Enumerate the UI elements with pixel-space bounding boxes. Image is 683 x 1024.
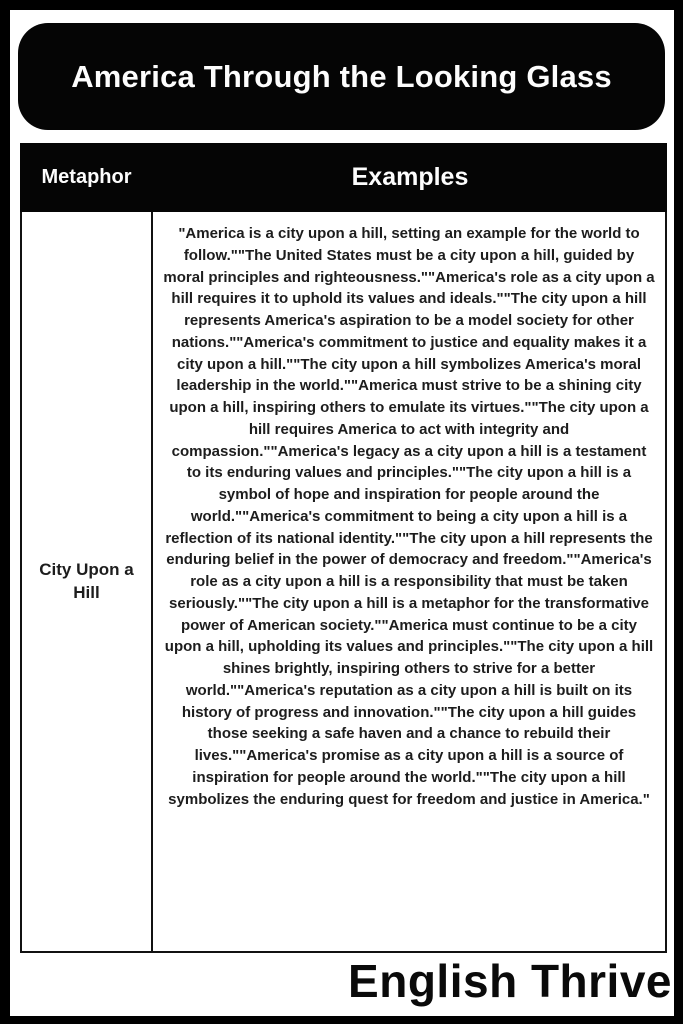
table-row — [20, 212, 667, 953]
header-cell-metaphor: Metaphor — [41, 166, 132, 188]
header-cell-examples: Examples — [351, 163, 469, 191]
table-header-row — [20, 143, 667, 212]
footer-brand: English Thrive — [348, 955, 672, 1007]
cell-examples: "America is a city upon a hill, setting an example for the world to follow.""The United States must be a city upon a hill, guided by moral principles and righteousness.""America's role as a city upon a hill requires it to uphold its values and ideals.""The city upon a hill represents America's aspiration to be a model society for other nations.""America's commitment to justice and equality makes it a city upon a hill.""The city upon a hill symbolizes America's moral leadership in the world.""America must strive to be a shining city upon a hill, inspiring others to emulate its virtues.""The city upon a hill requires America to act with integrity and compassion.""America's legacy as a city upon a hill is a testament to its enduring values and principles.""The city upon a hill is a symbol of hope and inspiration for people around the world.""America's commitment to being a city upon a hill is a reflection of its national identity.""The city upon a hill represents the enduring belief in the power of democracy and freedom.""America's role as a city upon a hill is a responsibility that must be taken seriously.""The city upon a hill is a metaphor for the transformative power of American society.""America must continue to be a city upon a hill, upholding its values and principles.""The city upon a hill shines brightly, inspiring others to strive for a better world.""America's reputation as a city upon a hill is built on its history of progress and innovation.""The city upon a hill guides those seeking a safe haven and a chance to rebuild their lives.""America's promise as a city upon a hill is a source of inspiration for people around the world.""The city upon a hill symbolizes the enduring quest for freedom and justice in America." — [163, 225, 655, 808]
cell-metaphor: City Upon a Hill — [22, 212, 153, 951]
title-banner — [18, 23, 665, 130]
page-title: America Through the Looking Glass — [71, 58, 612, 94]
page — [10, 10, 674, 1016]
metaphor-table — [20, 143, 667, 953]
